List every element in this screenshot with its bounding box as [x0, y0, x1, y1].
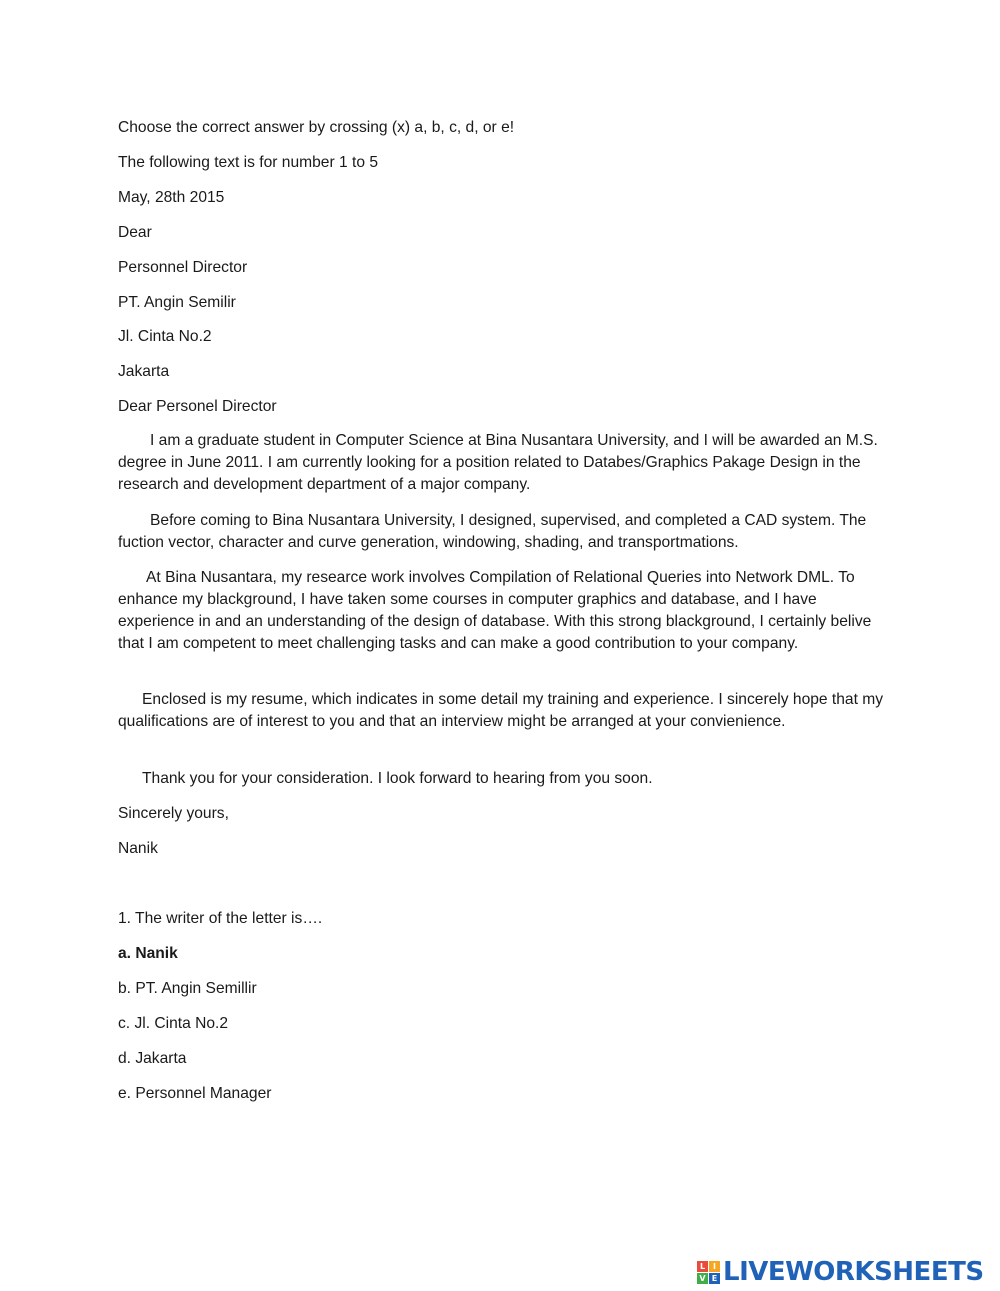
recipient-street: Jl. Cinta No.2	[118, 328, 212, 345]
answer-option-e[interactable]: e. Personnel Manager	[118, 1085, 272, 1102]
logo-mark-l: L	[697, 1261, 708, 1272]
letter-paragraph: I am a graduate student in Computer Science at Bina Nusantara University, and I will be awarded an M.S. degree in June 2011. I am currently looking for a position related to Databes/Graphics Pakage Design in the research and development department of a major company.	[118, 432, 878, 493]
liveworksheets-logo-icon	[697, 1261, 720, 1284]
logo-mark-i: I	[709, 1261, 720, 1272]
letter-dear: Dear	[118, 224, 152, 241]
answer-option-c[interactable]: c. Jl. Cinta No.2	[118, 1015, 229, 1032]
recipient-title: Personnel Director	[118, 259, 248, 276]
letter-date: May, 28th 2015	[118, 189, 225, 206]
logo-mark-v: V	[697, 1273, 708, 1284]
instruction-line: Choose the correct answer by crossing (x) a, b, c, d, or e!	[118, 119, 515, 136]
answer-option-a[interactable]: a. Nanik	[118, 945, 178, 962]
letter-paragraph: Thank you for your consideration. I look forward to hearing from you soon.	[142, 770, 653, 787]
letter-signature: Nanik	[118, 840, 158, 857]
answer-option-d[interactable]: d. Jakarta	[118, 1050, 187, 1067]
liveworksheets-logo	[697, 1257, 984, 1287]
answer-option-b[interactable]: b. PT. Angin Semillir	[118, 980, 257, 997]
letter-salutation: Dear Personel Director	[118, 398, 277, 415]
letter-paragraph: Enclosed is my resume, which indicates in some detail my training and experience. I sincerely hope that my qualifications are of interest to you and that an interview might be arranged at your convienience.	[118, 691, 884, 730]
logo-wordmark: LIVEWORKSHEETS	[723, 1257, 984, 1287]
passage-intro: The following text is for number 1 to 5	[118, 154, 379, 171]
recipient-company: PT. Angin Semilir	[118, 294, 236, 311]
letter-closing: Sincerely yours,	[118, 805, 229, 822]
letter-paragraph: Before coming to Bina Nusantara University, I designed, supervised, and completed a CAD system. The fuction vector, character and curve generation, windowing, shading, and transportmations.	[118, 512, 867, 551]
question-text: 1. The writer of the letter is….	[118, 910, 323, 927]
recipient-city: Jakarta	[118, 363, 170, 380]
letter-paragraph: At Bina Nusantara, my researce work involves Compilation of Relational Queries into Network DML. To enhance my blackground, I have taken some courses in computer graphics and database, and I have experience in and an understanding of the design of database. With this strong blackground, I certainly belive that I am competent to meet challenging tasks and can make a good contribution to your company.	[118, 569, 872, 652]
logo-mark-e: E	[709, 1273, 720, 1284]
